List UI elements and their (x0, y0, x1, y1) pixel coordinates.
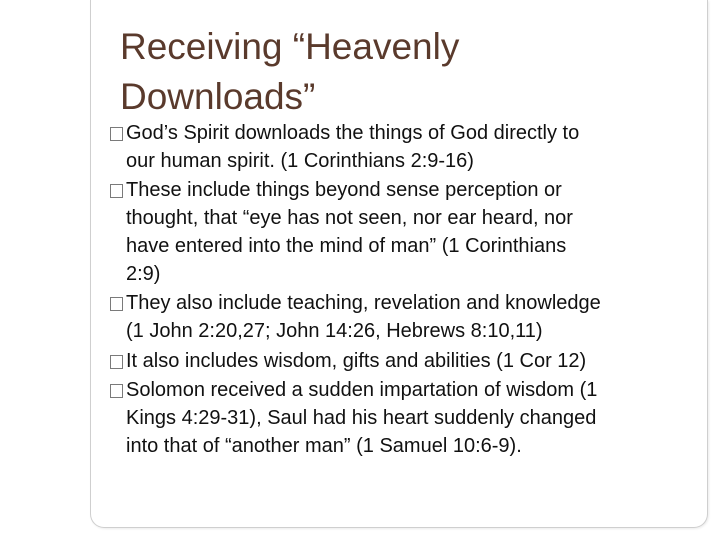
bullet-item-beyond-perception (110, 177, 710, 288)
square-bullet-icon (110, 184, 123, 198)
bullet-text-line: They also include teaching, revelation and knowledge (126, 292, 601, 315)
bullet-text-line: Solomon received a sudden impartation of wisdom (1 (126, 379, 598, 402)
slide-title (120, 22, 640, 122)
bullet-item-wisdom-gifts (110, 348, 710, 376)
bullet-text-line: our human spirit. (1 Corinthians 2:9-16) (126, 149, 474, 172)
square-bullet-icon (110, 297, 123, 311)
slide-title-line-2: Downloads” (120, 76, 316, 117)
bullet-list (110, 120, 710, 462)
bullet-text-line: These include things beyond sense perception or (126, 179, 562, 202)
bullet-text-line: (1 John 2:20,27; John 14:26, Hebrews 8:10,11) (126, 319, 543, 342)
bullet-text-line: have entered into the mind of man” (1 Corinthians (126, 234, 567, 257)
bullet-text-line: God’s Spirit downloads the things of God directly to (126, 122, 580, 144)
bullet-text-line: Kings 4:29-31), Saul had his heart suddenly changed (126, 407, 597, 430)
bullet-item-solomon-saul (110, 377, 710, 460)
bullet-text-line: thought, that “eye has not seen, nor ear heard, nor (126, 207, 573, 230)
bullet-text-line: into that of “another man” (1 Samuel 10:6-9). (126, 434, 522, 457)
bullet-item-spirit-downloads (110, 120, 710, 175)
slide-title-line-1: Receiving “Heavenly (120, 26, 460, 67)
bullet-item-teaching-revelation (110, 290, 710, 345)
bullet-text-line: 2:9) (126, 262, 161, 285)
square-bullet-icon (110, 355, 123, 369)
bullet-text-line: It also includes wisdom, gifts and abilities (1 Cor 12) (126, 349, 587, 372)
square-bullet-icon (110, 384, 123, 398)
square-bullet-icon (110, 127, 123, 141)
